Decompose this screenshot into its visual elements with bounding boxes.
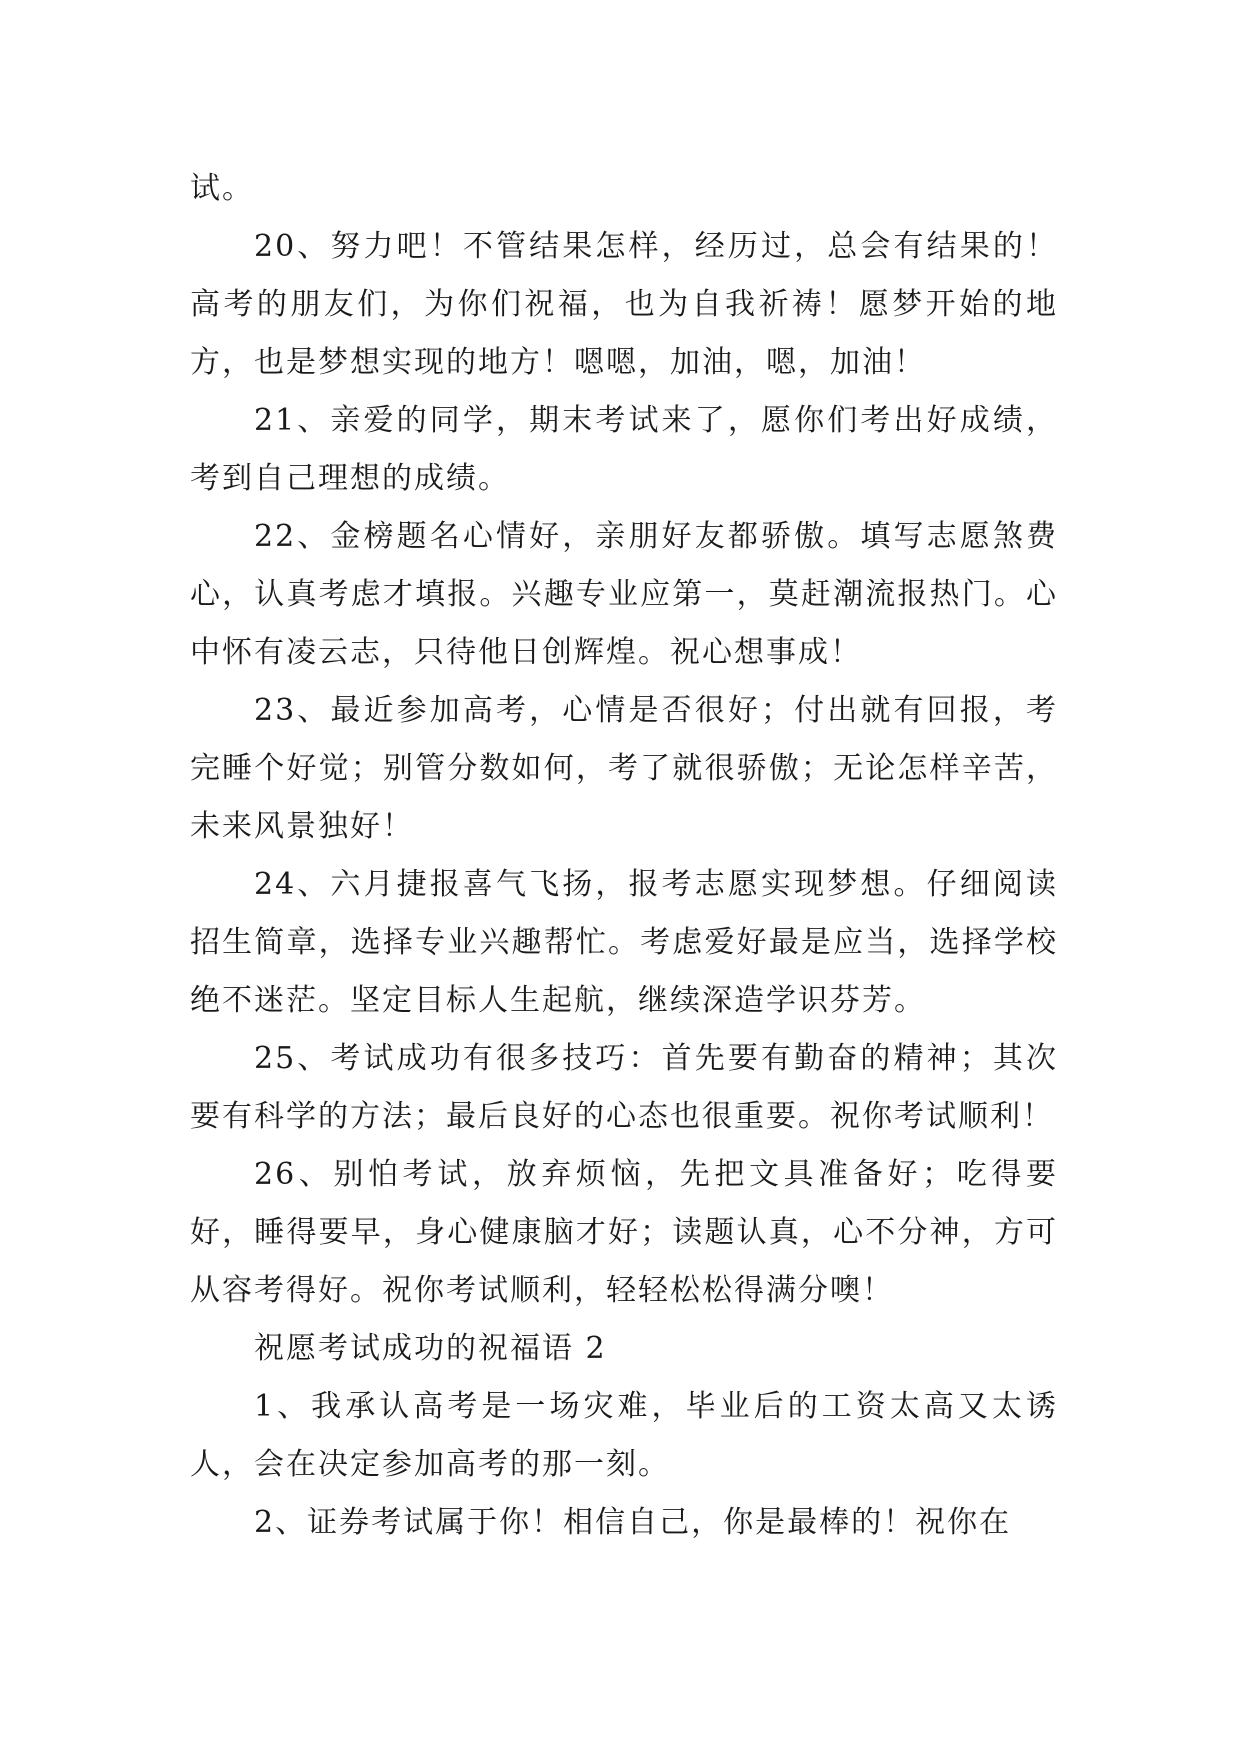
section-heading: 祝愿考试成功的祝福语 2 bbox=[254, 1331, 607, 1366]
paragraph-item-2: 2、证券考试属于你！相信自己，你是最棒的！祝你在 bbox=[254, 1505, 1012, 1540]
paragraph-item-22: 22、金榜题名心情好，亲朋好友都骄傲。填写志愿煞费心，认真考虑才填报。兴趣专业应第一，莫赶潮流报热门。心中怀有凌云志，只待他日创辉煌。祝心想事成！ bbox=[190, 519, 1058, 670]
paragraph-item-1: 1、我承认高考是一场灾难，毕业后的工资太高又太诱人，会在决定参加高考的那一刻。 bbox=[190, 1389, 1058, 1482]
paragraph-item-21: 21、亲爱的同学，期末考试来了，愿你们考出好成绩，考到自己理想的成绩。 bbox=[190, 403, 1058, 496]
paragraph-item-24: 24、六月捷报喜气飞扬，报考志愿实现梦想。仔细阅读招生简章，选择专业兴趣帮忙。考虑爱好最是应当，选择学校绝不迷茫。坚定目标人生起航，继续深造学识芬芳。 bbox=[190, 867, 1058, 1018]
paragraph-continuation: 试。 bbox=[190, 171, 254, 206]
paragraph-item-25: 25、考试成功有很多技巧：首先要有勤奋的精神；其次要有科学的方法；最后良好的心态也很重要。祝你考试顺利！ bbox=[190, 1041, 1058, 1134]
paragraph-item-20: 20、努力吧！不管结果怎样，经历过，总会有结果的！高考的朋友们，为你们祝福，也为自我祈祷！愿梦开始的地方，也是梦想实现的地方！嗯嗯，加油，嗯，加油！ bbox=[190, 229, 1058, 380]
document-body bbox=[190, 160, 1058, 1552]
paragraph-item-23: 23、最近参加高考，心情是否很好；付出就有回报，考完睡个好觉；别管分数如何，考了就很骄傲；无论怎样辛苦，未来风景独好！ bbox=[190, 693, 1058, 844]
paragraph-item-26: 26、别怕考试，放弃烦恼，先把文具准备好；吃得要好，睡得要早，身心健康脑才好；读题认真，心不分神，方可从容考得好。祝你考试顺利，轻轻松松得满分噢！ bbox=[190, 1157, 1058, 1308]
